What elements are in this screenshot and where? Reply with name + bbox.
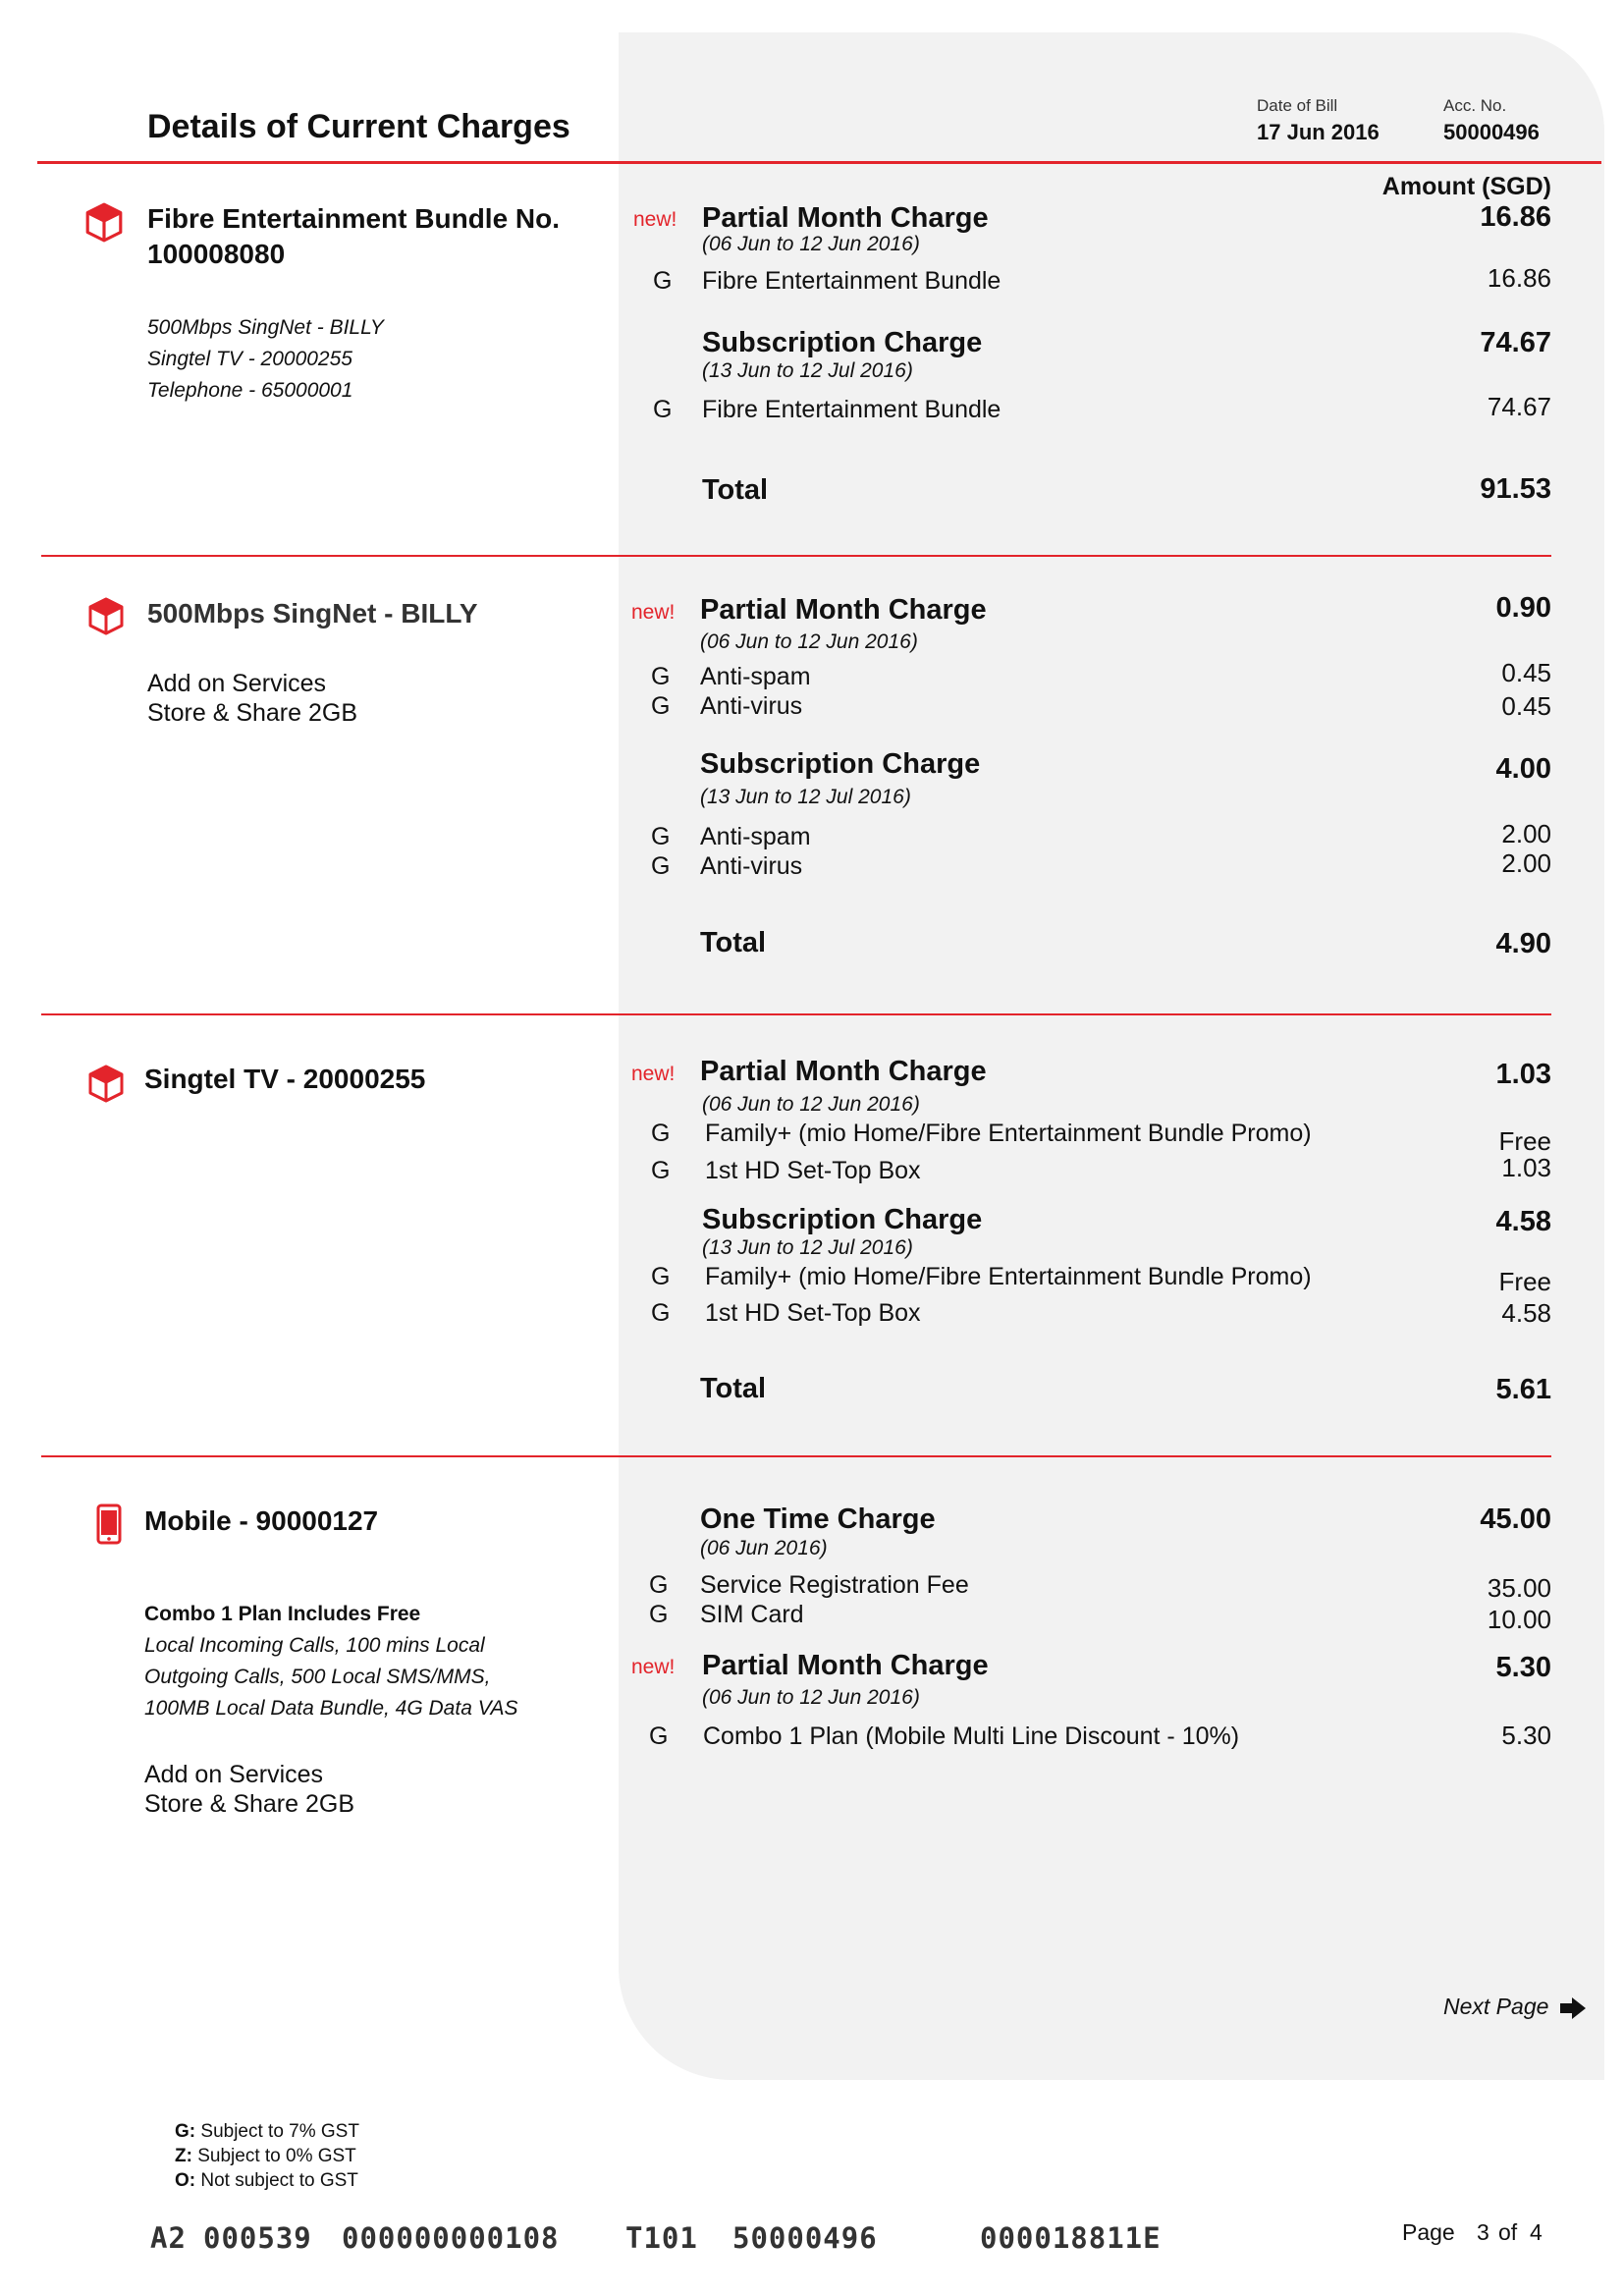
next-page-label: Next Page [1443,1994,1549,2019]
gst-legend-z: Z: Subject to 0% GST [175,2146,356,2166]
gst-code: G [651,663,671,690]
section-title-number: 100008080 [147,239,286,269]
section-title: Fibre Entertainment Bundle No. [147,203,561,234]
plan-includes-heading: Combo 1 Plan Includes Free [144,1603,421,1625]
date-of-bill-label: Date of Bill [1257,96,1338,115]
ocr-code-segment: T101 [625,2221,698,2255]
item-name: Family+ (mio Home/Fibre Entertainment Bundle Promo) [705,1263,1312,1290]
arrow-right-icon [1558,1995,1588,2021]
ocr-code-segment: 000539 [203,2221,312,2255]
total-label: Total [702,474,769,506]
charge-period: (06 Jun to 12 Jun 2016) [702,233,920,255]
bundle-detail: Telephone - 65000001 [147,379,353,402]
item-amount: 2.00 [1501,848,1551,878]
addon-item: Store & Share 2GB [147,699,358,727]
charge-period: (06 Jun 2016) [700,1537,828,1559]
gst-code: G [651,1263,671,1290]
charge-amount: 1.03 [1495,1059,1551,1090]
charge-amount: 5.30 [1495,1652,1551,1683]
next-page-link[interactable] [1443,1994,1548,2020]
item-name: Anti-virus [700,852,803,880]
date-of-bill-value: 17 Jun 2016 [1257,120,1380,144]
charge-title: One Time Charge [700,1503,936,1535]
item-amount: 4.58 [1501,1298,1551,1328]
item-amount: 16.86 [1487,263,1551,293]
charge-title: Partial Month Charge [702,202,989,234]
section-title: Mobile - 90000127 [144,1505,379,1536]
charge-period: (13 Jun to 12 Jul 2016) [702,359,913,382]
charge-amount: 74.67 [1480,327,1551,358]
plan-includes-line: Outgoing Calls, 500 Local SMS/MMS, [144,1666,491,1688]
page-number: 3 [1477,2219,1489,2245]
charge-period: (06 Jun to 12 Jun 2016) [702,1093,920,1116]
ocr-code-segment: 000018811E [980,2221,1162,2255]
charge-amount: 4.58 [1495,1206,1551,1237]
section-title: 500Mbps SingNet - BILLY [147,598,478,629]
charge-period: (13 Jun to 12 Jul 2016) [700,786,911,808]
new-badge: new! [631,601,676,624]
charge-title: Partial Month Charge [702,1650,989,1681]
gst-legend-g: G: Subject to 7% GST [175,2121,359,2142]
item-name: Fibre Entertainment Bundle [702,267,1001,295]
total-amount: 4.90 [1495,928,1551,959]
item-name: Service Registration Fee [700,1571,969,1599]
ocr-code-segment: A2 [150,2221,187,2255]
box-icon [83,201,125,243]
charge-amount: 4.00 [1495,753,1551,785]
total-label: Total [700,1373,767,1404]
box-icon [86,1064,126,1103]
charge-amount: 16.86 [1480,201,1551,233]
bundle-detail: 500Mbps SingNet - BILLY [147,316,384,339]
item-amount: 74.67 [1487,392,1551,421]
new-badge: new! [633,208,677,231]
charge-title: Subscription Charge [700,748,981,780]
gst-code: G [651,1120,671,1147]
gst-code: G [653,267,673,295]
item-amount: 0.45 [1501,658,1551,687]
ocr-code-segment: 50000496 [732,2221,878,2255]
page-total: 4 [1530,2219,1543,2245]
item-amount: 35.00 [1487,1573,1551,1603]
section-title: Singtel TV - 20000255 [144,1064,426,1094]
page-of: of [1498,2219,1518,2245]
account-number-value: 50000496 [1443,120,1540,144]
gst-code: G [651,1157,671,1184]
item-name: SIM Card [700,1601,804,1628]
plan-includes-line: Local Incoming Calls, 100 mins Local [144,1634,485,1657]
item-amount: 1.03 [1501,1153,1551,1182]
item-name: Anti-virus [700,692,803,720]
charge-title: Partial Month Charge [700,594,987,626]
addon-label: Add on Services [147,670,327,697]
charge-title: Partial Month Charge [700,1056,987,1087]
gst-code: G [649,1571,669,1599]
bundle-detail: Singtel TV - 20000255 [147,348,352,370]
box-icon [86,596,126,635]
gst-code: G [651,1299,671,1327]
total-amount: 5.61 [1495,1374,1551,1405]
account-number-label: Acc. No. [1443,96,1507,115]
charge-period: (06 Jun to 12 Jun 2016) [702,1686,920,1709]
charge-title: Subscription Charge [702,327,983,358]
gst-code: G [649,1722,669,1750]
total-amount: 91.53 [1480,473,1551,505]
gst-code: G [651,692,671,720]
item-amount: 5.30 [1501,1721,1551,1750]
section-divider [41,555,1551,557]
gst-code: G [651,852,671,880]
amount-column-header: Amount (SGD) [1381,173,1551,200]
item-name: Combo 1 Plan (Mobile Multi Line Discount - 10%) [703,1722,1240,1750]
charge-period: (13 Jun to 12 Jul 2016) [702,1236,913,1259]
total-label: Total [700,927,767,958]
header-divider [37,161,1601,164]
item-amount: Free [1498,1267,1551,1296]
addon-label: Add on Services [144,1761,324,1788]
item-name: Anti-spam [700,823,811,850]
gst-code: G [653,396,673,423]
item-amount: 10.00 [1487,1605,1551,1634]
item-name: Anti-spam [700,663,811,690]
section-divider [41,1013,1551,1015]
item-name: 1st HD Set-Top Box [705,1157,921,1184]
plan-includes-line: 100MB Local Data Bundle, 4G Data VAS [144,1697,518,1720]
item-name: 1st HD Set-Top Box [705,1299,921,1327]
item-name: Family+ (mio Home/Fibre Entertainment Bundle Promo) [705,1120,1312,1147]
charge-amount: 45.00 [1480,1503,1551,1535]
item-amount: Free [1498,1126,1551,1156]
gst-code: G [649,1601,669,1628]
gst-code: G [651,823,671,850]
mobile-phone-icon [96,1503,122,1545]
new-badge: new! [631,1063,676,1085]
page-label: Page [1402,2219,1455,2245]
charge-period: (06 Jun to 12 Jun 2016) [700,630,918,653]
charge-title: Subscription Charge [702,1204,983,1235]
charge-amount: 0.90 [1495,592,1551,624]
item-amount: 2.00 [1501,819,1551,848]
addon-item: Store & Share 2GB [144,1790,355,1818]
new-badge: new! [631,1656,676,1678]
page-title: Details of Current Charges [147,108,570,145]
item-amount: 0.45 [1501,691,1551,721]
section-divider [41,1455,1551,1457]
gst-legend-o: O: Not subject to GST [175,2170,358,2191]
item-name: Fibre Entertainment Bundle [702,396,1001,423]
ocr-code-segment: 000000000108 [342,2221,560,2255]
